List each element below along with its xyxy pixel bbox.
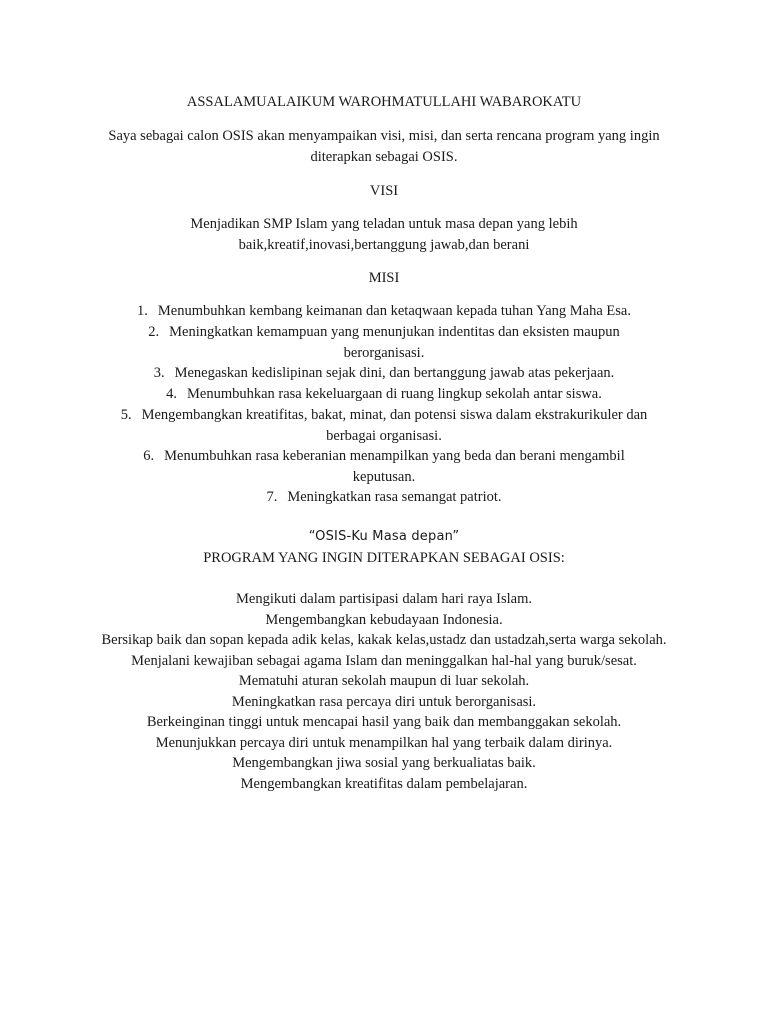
program-item: Mematuhi aturan sekolah maupun di luar sekolah. — [238, 673, 530, 689]
tagline: “OSIS-Ku Masa depan” — [308, 529, 460, 544]
program-item: Meningkatkan rasa percaya diri untuk berorganisasi. — [231, 694, 537, 710]
visi-line-2: baik,kreatif,inovasi,bertanggung jawab,dan berani — [238, 237, 530, 253]
intro-line-1: Saya sebagai calon OSIS akan menyampaikan visi, misi, dan serta rencana program yang ingin — [108, 128, 660, 144]
misi-item-4 — [0, 384, 768, 404]
program-item: Mengembangkan kebudayaan Indonesia. — [265, 612, 503, 628]
greeting-heading: ASSALAMUALAIKUM WAROHMATULLAHI WABAROKATU — [186, 94, 582, 110]
misi-item-5 — [0, 405, 768, 425]
misi-item-number: 3. — [153, 365, 165, 381]
program-item: Menunjukkan percaya diri untuk menampilkan hal yang terbaik dalam dirinya. — [155, 735, 613, 751]
visi-heading: VISI — [369, 183, 399, 199]
misi-item-number: 5. — [120, 407, 132, 423]
misi-item-text: Mengembangkan kreatifitas, bakat, minat, dan potensi siswa dalam ekstrakurikuler dan — [141, 407, 648, 423]
misi-item-number: 2. — [148, 324, 160, 340]
program-item: Berkeinginan tinggi untuk mencapai hasil yang baik dan membanggakan sekolah. — [146, 714, 622, 730]
misi-item-number: 7. — [266, 489, 278, 505]
misi-item-text: Menumbuhkan rasa keberanian menampilkan yang beda dan berani mengambil — [164, 448, 625, 464]
program-heading: PROGRAM YANG INGIN DITERAPKAN SEBAGAI OSIS: — [203, 550, 565, 566]
visi-line-1: Menjadikan SMP Islam yang teladan untuk masa depan yang lebih — [190, 216, 578, 232]
misi-item-text: Menumbuhkan rasa kekeluargaan di ruang lingkup sekolah antar siswa. — [186, 386, 602, 402]
misi-heading: MISI — [368, 270, 400, 286]
misi-item-6 — [0, 446, 768, 466]
misi-item-2 — [0, 322, 768, 342]
misi-item-text: Menumbuhkan kembang keimanan dan ketaqwaan kepada tuhan Yang Maha Esa. — [157, 303, 631, 319]
misi-item-text: Meningkatkan rasa semangat patriot. — [287, 489, 502, 505]
misi-item-3 — [0, 363, 768, 383]
program-item: Mengembangkan kreatifitas dalam pembelajaran. — [240, 776, 528, 792]
misi-item-6-continuation: keputusan. — [352, 469, 416, 485]
misi-item-1 — [0, 301, 768, 321]
misi-item-number: 4. — [166, 386, 177, 402]
program-item: Bersikap baik dan sopan kepada adik kelas, kakak kelas,ustadz dan ustadzah,serta warga sekolah. — [101, 632, 667, 648]
misi-item-text: Menegaskan kedislipinan sejak dini, dan bertanggung jawab atas pekerjaan. — [174, 365, 615, 381]
misi-item-number: 1. — [136, 303, 148, 319]
misi-item-5-continuation: berbagai organisasi. — [326, 428, 442, 444]
program-item: Mengembangkan jiwa sosial yang berkualiatas baik. — [232, 755, 536, 771]
misi-item-number: 6. — [143, 448, 155, 464]
misi-item-text: Meningkatkan kemampuan yang menunjukan indentitas dan eksisten maupun — [169, 324, 620, 340]
intro-line-2: diterapkan sebagai OSIS. — [310, 149, 458, 165]
misi-item-2-continuation: berorganisasi. — [343, 345, 425, 361]
program-item: Menjalani kewajiban sebagai agama Islam dan meninggalkan hal-hal yang buruk/sesat. — [131, 653, 637, 669]
program-item: Mengikuti dalam partisipasi dalam hari raya Islam. — [236, 591, 532, 607]
misi-item-7 — [0, 487, 768, 507]
